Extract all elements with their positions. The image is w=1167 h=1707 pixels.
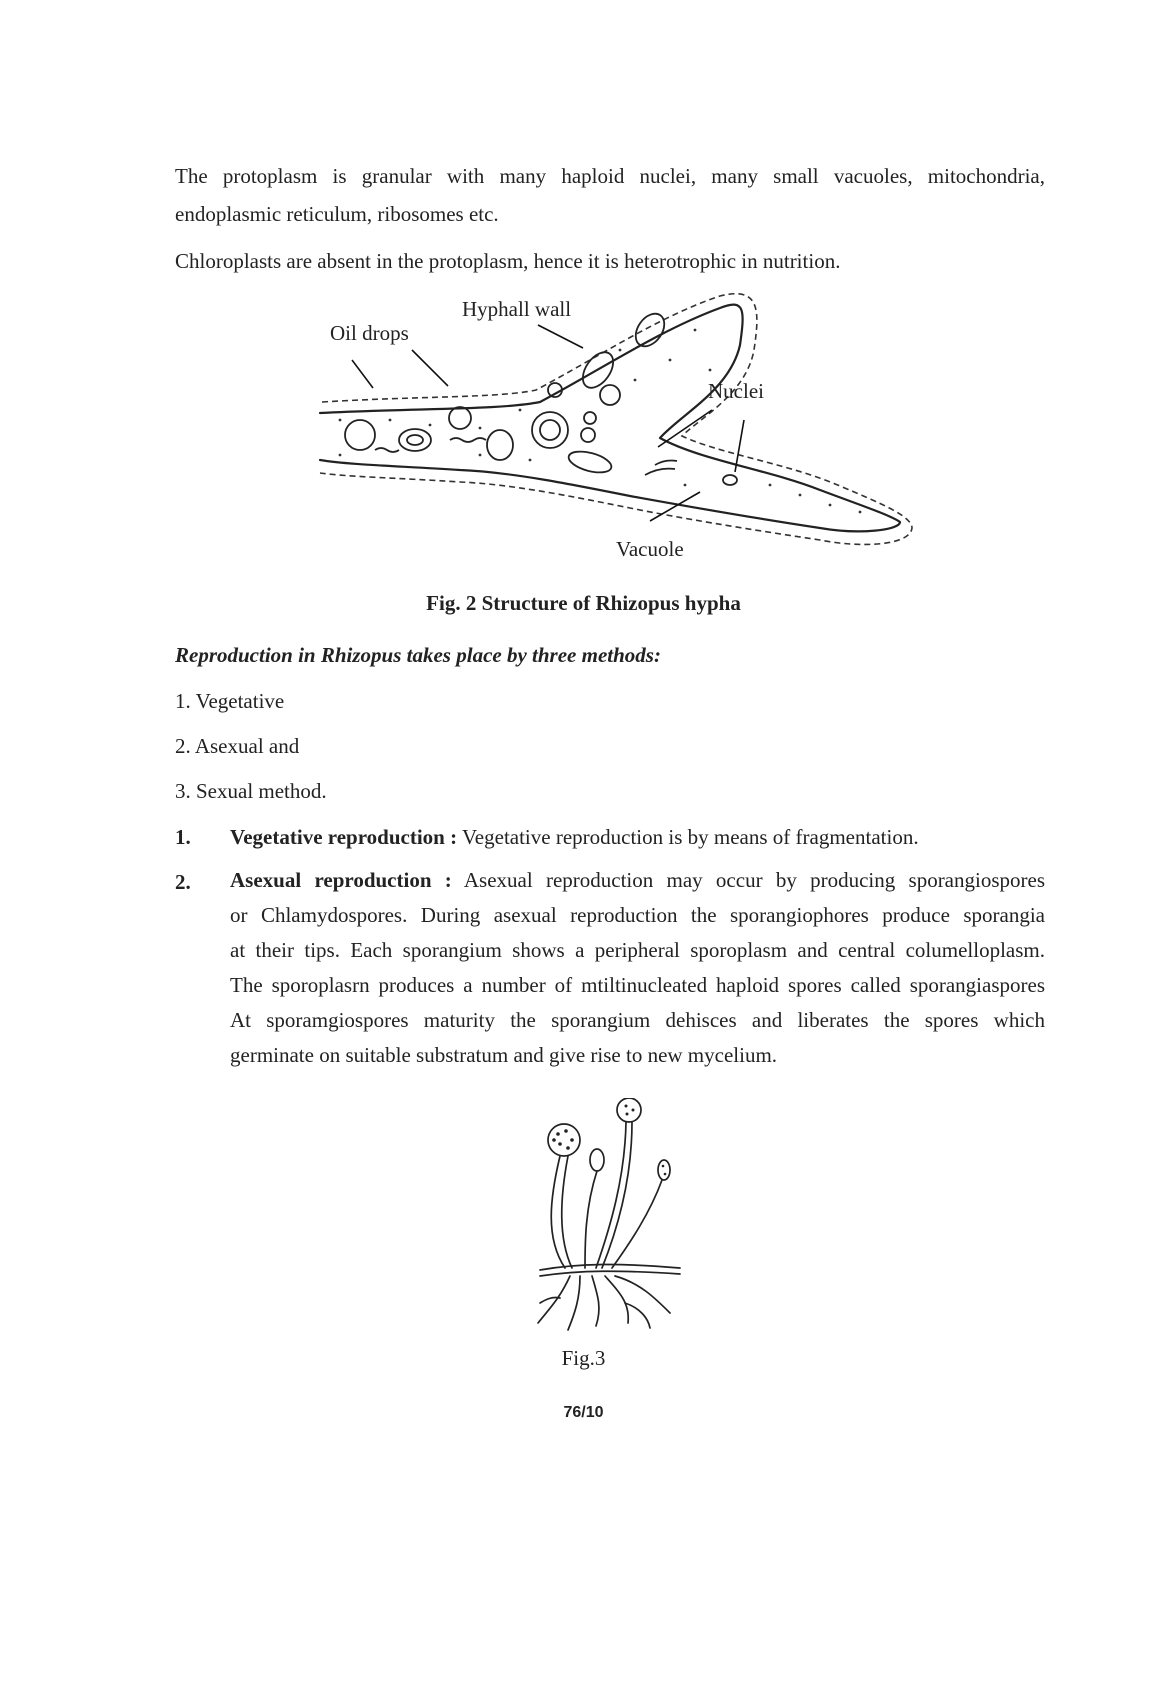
item-1-line-1: Vegetative reproduction is by means of fragmentation.	[457, 825, 919, 849]
reproduction-heading: Reproduction in Rhizopus takes place by three methods:	[175, 643, 661, 667]
intro-paragraph-2	[175, 242, 1045, 280]
fig3-caption: Fig.3	[561, 1346, 606, 1370]
item-2-line-2: or Chlamydospores. During asexual reproduction the sporangiophores produce sporangia	[230, 903, 1045, 927]
vacuole-small-4	[581, 428, 595, 442]
vacuole-small-3	[584, 412, 596, 424]
rhizoid-4	[605, 1276, 628, 1323]
method-item-3: 3. Sexual method.	[175, 779, 327, 803]
fig2-caption: Fig. 2 Structure of Rhizopus hypha	[426, 591, 741, 615]
vacuole-small-2	[600, 385, 620, 405]
sporangium-4	[658, 1160, 670, 1180]
er-squiggle-3	[655, 461, 677, 466]
nucleus-large-inner	[540, 420, 560, 440]
er-squiggle-1	[450, 438, 486, 442]
leader-oil-drop-2	[412, 350, 448, 386]
intro-line-1: The protoplasm is granular with many haploid nuclei, many small vacuoles, mitochondria,	[175, 164, 1045, 188]
item-1-title: Vegetative reproduction :	[230, 825, 458, 849]
leader-hyphal-wall	[538, 325, 583, 348]
stalk-4	[612, 1180, 662, 1268]
item-2-line-1: Asexual reproduction may occur by producing sporangiospores	[451, 868, 1045, 892]
item-2-number: 2.	[175, 870, 191, 894]
stalk-1b	[562, 1156, 572, 1268]
item-2-title: Asexual reproduction :	[230, 868, 452, 892]
rhizopus-hypha-diagram	[300, 290, 920, 620]
method-item-1: 1. Vegetative	[175, 689, 285, 713]
intro-paragraph-2-text: Chloroplasts are absent in the protoplasm, hence it is heterotrophic in nutrition.	[175, 249, 841, 273]
sporangiophore-diagram	[530, 1098, 690, 1334]
stolon	[540, 1264, 680, 1270]
rhizoid-2	[568, 1276, 580, 1330]
mitochondrion-4	[566, 448, 613, 477]
rhizoid-3	[592, 1276, 599, 1326]
label-oil-drops: Oil drops	[330, 321, 409, 345]
rhizoid-5	[615, 1276, 670, 1313]
item-2-line-6: germinate on suitable substratum and give rise to new mycelium.	[230, 1043, 778, 1067]
oil-drop-2	[449, 407, 471, 429]
sporangium-3	[590, 1149, 604, 1171]
leader-oil-drop-1	[352, 360, 373, 388]
rhizoid-1	[538, 1276, 570, 1323]
label-vacuole: Vacuole	[616, 537, 684, 561]
spore-dots	[552, 1105, 666, 1176]
sporangium-2	[617, 1098, 641, 1122]
label-hyphal-wall: Hyphall wall	[462, 297, 572, 321]
item-2-line-4: The sporoplasrn produces a number of mtiltinucleated haploid spores called sporangiaspores	[230, 973, 1045, 997]
intro-paragraph-1	[175, 157, 1045, 233]
method-item-2: 2. Asexual and	[175, 734, 300, 758]
stalk-2	[585, 1171, 597, 1268]
label-nuclei: Nuclei	[708, 379, 764, 403]
vacuole-near-tip	[723, 475, 737, 485]
mitochondrion-1-core	[407, 435, 423, 445]
nucleus-large	[532, 412, 568, 448]
stolon-lower	[540, 1271, 680, 1276]
item-2-line-5: At sporamgiospores maturity the sporangium dehisces and liberates the spores which	[230, 1008, 1045, 1032]
item-1-number: 1.	[175, 825, 191, 849]
hypha-outer-wall	[320, 294, 912, 545]
item-2-line-3: at their tips. Each sporangium shows a peripheral sporoplasm and central columelloplasm.	[230, 938, 1045, 962]
item-2-body	[230, 863, 1045, 1073]
item-1-body	[230, 818, 1045, 856]
stalk-1	[551, 1156, 565, 1268]
oil-drop-1	[345, 420, 375, 450]
intro-line-2: endoplasmic reticulum, ribosomes etc.	[175, 202, 499, 226]
page-number: 76/10	[563, 1404, 604, 1421]
leader-nuclei-2	[735, 420, 744, 472]
mitochondrion-1	[399, 429, 431, 451]
mitochondrion-3	[630, 308, 670, 351]
nucleus-cluster-1	[487, 430, 513, 460]
er-squiggle-2	[375, 448, 399, 452]
er-squiggle-4	[645, 469, 675, 475]
cytoplasm-granules	[339, 329, 862, 514]
